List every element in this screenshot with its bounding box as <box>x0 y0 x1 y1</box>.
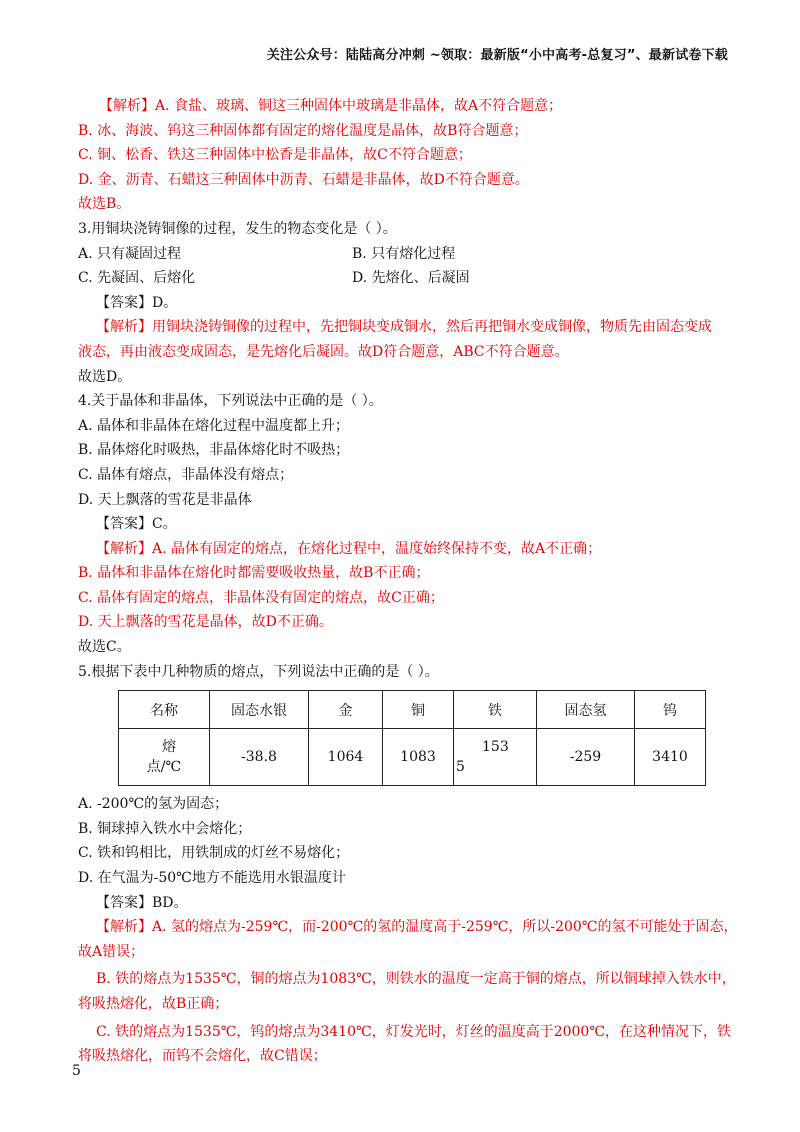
table-cell-iron <box>454 729 537 786</box>
q3-conclusion: 故选D。 <box>78 368 132 385</box>
q3-analysis-line-2: 液态，再由液态变成固态，是先熔化后凝固。故D符合题意，ABC不符合题意。 <box>78 343 569 360</box>
q3-option-a: A. 只有凝固过程 <box>78 245 182 262</box>
row-label-line-1: 熔 <box>162 739 176 756</box>
iron-value-line-2: 5 <box>456 759 465 776</box>
q4-stem: 4.关于晶体和非晶体，下列说法中正确的是（ ）。 <box>78 393 383 410</box>
q2-analysis-c: C. 铜、松香、铁这三种固体中松香是非晶体，故C不符合题意； <box>78 147 472 164</box>
q4-option-b: B. 晶体熔化时吸热，非晶体熔化时不吸热； <box>78 442 350 459</box>
table-header-cell: 铁 <box>454 691 537 729</box>
table-cell: -259 <box>537 729 635 786</box>
q3-analysis-line-1: 【解析】用铜块浇铸铜像的过程中，先把铜块变成铜水，然后再把铜水变成铜像，物质先由固态变成 <box>96 319 712 336</box>
q4-analysis-c: C. 晶体有固定的熔点，非晶体没有固定的熔点，故C正确； <box>78 589 444 606</box>
iron-value-line-1: 153 <box>482 739 509 756</box>
q4-option-c: C. 晶体有熔点，非晶体没有熔点； <box>78 466 294 483</box>
q2-analysis-d: D. 金、沥青、石蜡这三种固体中沥青、石蜡是非晶体，故D不符合题意。 <box>78 171 529 188</box>
q4-analysis-d: D. 天上飘落的雪花是晶体，故D不正确。 <box>78 614 333 631</box>
q5-option-d: D. 在气温为-50℃地方不能选用水银温度计 <box>78 870 346 887</box>
q4-option-a: A. 晶体和非晶体在熔化过程中温度都上升； <box>78 417 350 434</box>
q4-answer: 【答案】C。 <box>96 516 177 533</box>
q3-option-c: C. 先凝固、后熔化 <box>78 270 196 287</box>
table-header-cell: 钨 <box>635 691 706 729</box>
q5-option-a: A. -200℃的氢为固态； <box>78 796 229 813</box>
page-header: 关注公众号：陆陆高分冲刺 ~领取：最新版“小中高考-总复习”、最新试卷下载 <box>266 48 728 63</box>
table-header-cell: 名称 <box>119 691 210 729</box>
table-cell: 1083 <box>383 729 454 786</box>
q5-option-c: C. 铁和钨相比，用铁制成的灯丝不易熔化； <box>78 845 350 862</box>
table-cell: -38.8 <box>210 729 309 786</box>
q5-stem: 5.根据下表中几种物质的熔点，下列说法中正确的是（ ）。 <box>78 663 439 680</box>
q4-analysis-a: 【解析】A. 晶体有固定的熔点，在熔化过程中，温度始终保持不变，故A不正确； <box>96 540 602 557</box>
q4-analysis-b: B. 晶体和非晶体在熔化时都需要吸收热量，故B不正确； <box>78 565 430 582</box>
q5-analysis-c-line-2: 将吸热熔化，而钨不会熔化，故C错误； <box>78 1048 327 1065</box>
table-header-cell: 铜 <box>383 691 454 729</box>
table-row-label <box>119 729 210 786</box>
q3-stem: 3.用铜块浇铸铜像的过程，发生的物态变化是（ ）。 <box>78 220 397 237</box>
table-cell: 3410 <box>635 729 706 786</box>
q2-conclusion: 故选B。 <box>78 196 131 213</box>
q5-analysis-a-line-1: 【解析】A. 氢的熔点为-259℃，而-200℃的氢的温度高于-259℃，所以-200℃的氢不可能处于固态， <box>96 919 738 936</box>
table-data-row <box>119 729 706 786</box>
row-label-line-2: 点/℃ <box>146 759 182 776</box>
q5-answer: 【答案】BD。 <box>96 894 188 911</box>
table-cell: 1064 <box>309 729 383 786</box>
q4-option-d: D. 天上飘落的雪花是非晶体 <box>78 491 252 508</box>
q5-analysis-c-line-1: C. 铁的熔点为1535℃，钨的熔点为3410℃，灯发光时，灯丝的温度高于2000℃，在这种情况下，铁 <box>96 1023 731 1040</box>
table-header-cell: 固态水银 <box>210 691 309 729</box>
q4-conclusion: 故选C。 <box>78 639 131 656</box>
q5-option-b: B. 铜球掉入铁水中会熔化； <box>78 820 252 837</box>
q2-analysis-b: B. 冰、海波、钨这三种固体都有固定的熔化温度是晶体，故B符合题意； <box>78 122 528 139</box>
table-header-cell: 金 <box>309 691 383 729</box>
q3-option-b: B. 只有熔化过程 <box>352 245 456 262</box>
table-header-cell: 固态氢 <box>537 691 635 729</box>
q5-analysis-a-line-2: 故A错误； <box>78 943 145 960</box>
page-number: 5 <box>72 1063 81 1079</box>
q3-options-row-2 <box>78 266 728 291</box>
melting-point-table <box>118 690 706 786</box>
table-header-row <box>119 691 706 729</box>
q3-answer: 【答案】D。 <box>96 294 178 311</box>
q3-option-d: D. 先熔化、后凝固 <box>352 270 470 287</box>
q5-analysis-b-line-2: 将吸热熔化，故B正确； <box>78 996 229 1012</box>
q3-options-row-1 <box>78 242 728 267</box>
document-body <box>78 94 738 1069</box>
q2-analysis-a: 【解析】A. 食盐、玻璃、铜这三种固体中玻璃是非晶体，故A不符合题意； <box>99 98 563 114</box>
q5-analysis-b-line-1: B. 铁的熔点为1535℃，铜的熔点为1083℃，则铁水的温度一定高于铜的熔点，所以铜球掉入铁水中， <box>96 971 736 988</box>
